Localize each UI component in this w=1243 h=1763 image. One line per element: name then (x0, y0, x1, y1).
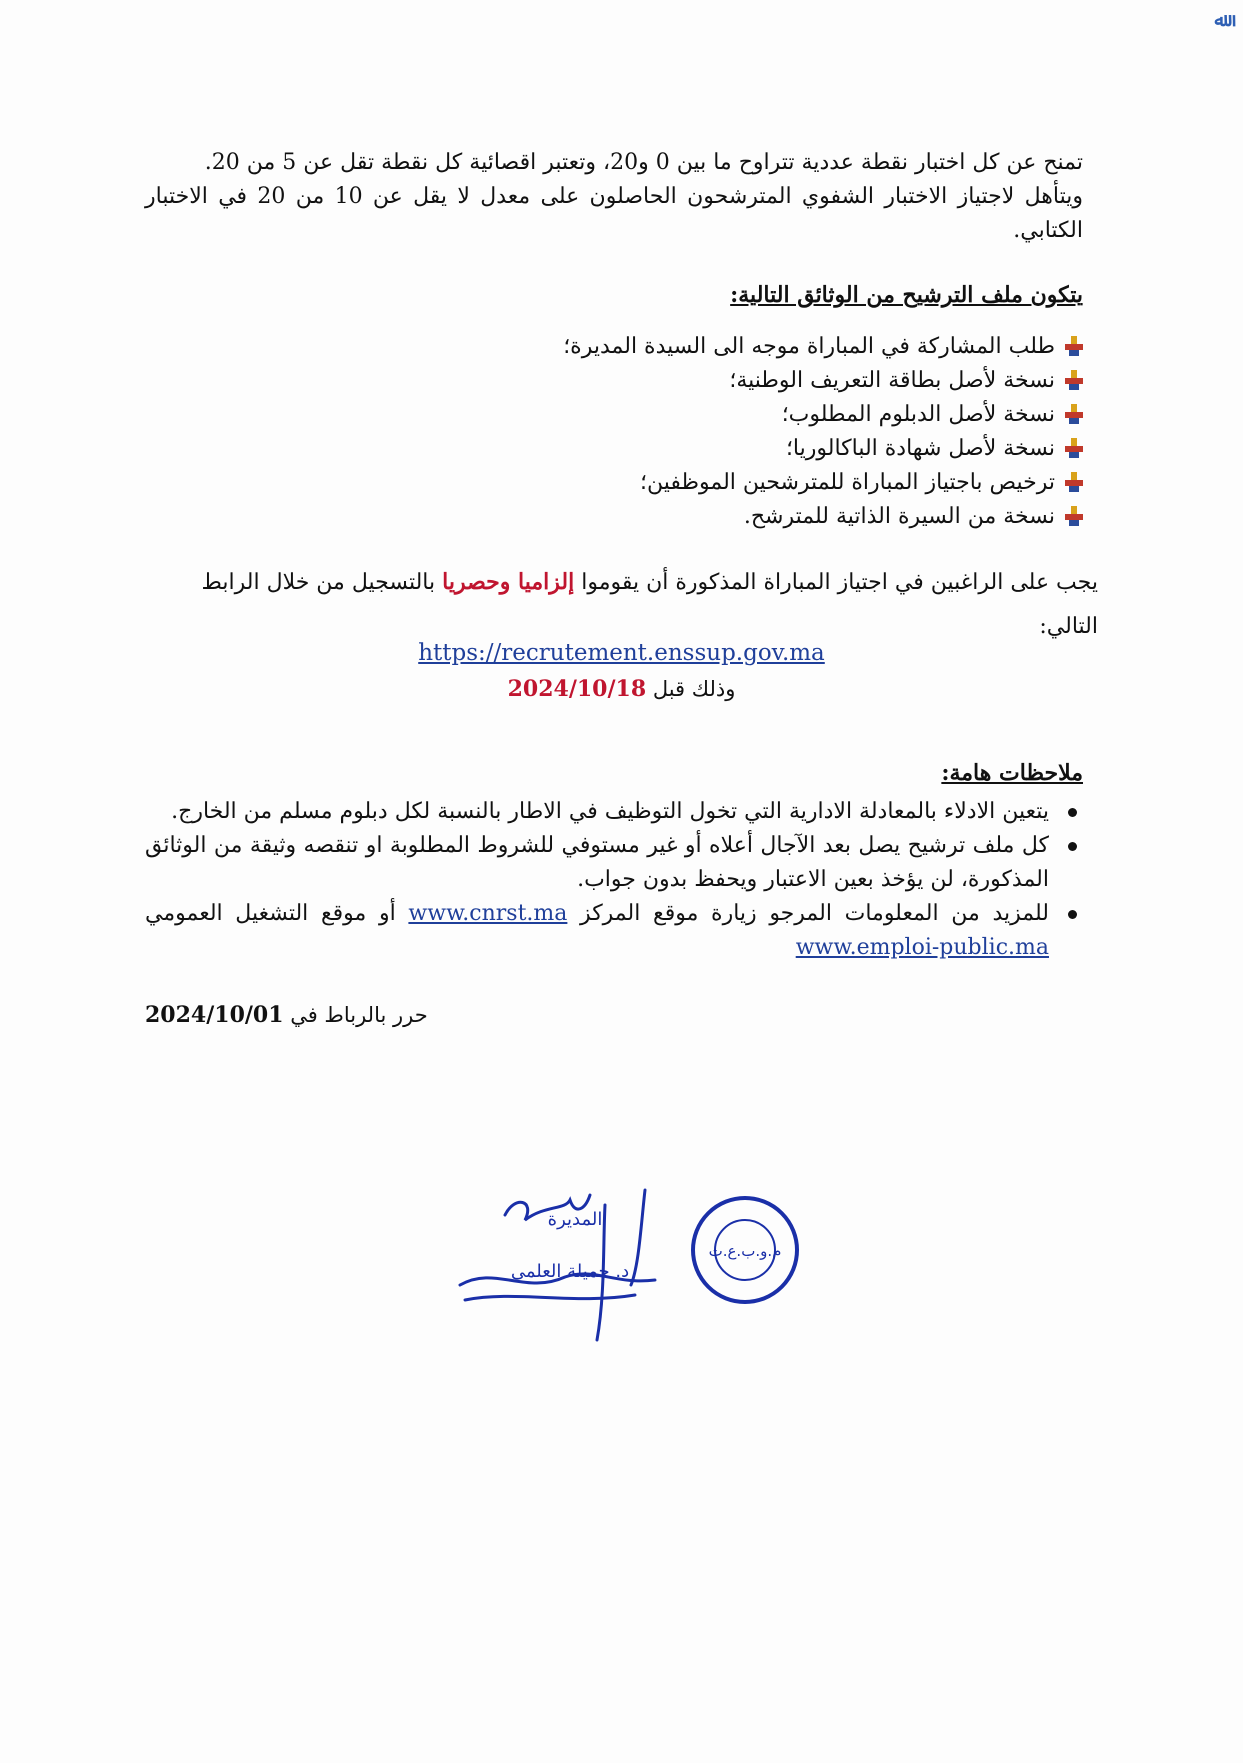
list-item (563, 398, 1083, 432)
bullet-dot-icon (1068, 842, 1077, 851)
signed-date: 2024/10/01 (145, 1002, 284, 1028)
official-stamp-icon (693, 1198, 797, 1302)
registration-text-before: يجب على الراغبين في اجتياز المباراة المذكورة أن يقوموا (574, 570, 1098, 595)
scores-line-2: ويتأهل لاجتياز الاختبار الشفوي المترشحون الحاصلون على معدل لا يقل عن 10 من 20 في الاختبار الكتابي. (145, 184, 1083, 243)
signature-and-stamp (455, 1185, 815, 1365)
arrow-bullet-icon (1065, 438, 1083, 460)
deadline-prefix: وذلك قبل (646, 677, 736, 701)
scores-paragraph (145, 146, 1083, 248)
signature-name: د. جميلة العلمي (510, 1261, 630, 1282)
document-item-text: نسخة من السيرة الذاتية للمترشح. (743, 504, 1055, 529)
signed-prefix: حرر بالرباط في (283, 1003, 428, 1027)
note-text-middle: أو موقع التشغيل العمومي (145, 901, 409, 926)
registration-text-after: بالتسجيل من خلال الرابط التالي: (201, 570, 1098, 639)
document-item-text: نسخة لأصل الدبلوم المطلوب؛ (781, 402, 1055, 427)
signature-title: المديرة (547, 1209, 603, 1230)
document-item-text: طلب المشاركة في المباراة موجه الى السيدة المديرة؛ (563, 334, 1055, 359)
documents-title: يتكون ملف الترشيح من الوثائق التالية: (730, 282, 1083, 308)
list-item (145, 829, 1083, 897)
note-text-prefix: للمزيد من المعلومات المرجو زيارة موقع المركز (567, 901, 1049, 926)
bullet-dot-icon (1068, 808, 1077, 817)
arrow-bullet-icon (1065, 404, 1083, 426)
deadline-date: 2024/10/18 (507, 676, 647, 702)
notes-list (145, 795, 1083, 965)
note-text: يتعين الادلاء بالمعادلة الادارية التي تخول التوظيف في الاطار بالنسبة لكل دبلوم مسلم من الخارج. (171, 799, 1049, 824)
document-item-text: نسخة لأصل شهادة الباكالوريا؛ (785, 436, 1055, 461)
registration-emphasis: إلزاميا وحصريا (442, 569, 575, 595)
list-item (145, 795, 1083, 829)
list-item (563, 330, 1083, 364)
list-item (563, 432, 1083, 466)
signed-line (145, 1002, 428, 1028)
documents-list (563, 330, 1083, 534)
note-text: كل ملف ترشيح يصل بعد الآجال أعلاه أو غير مستوفي للشروط المطلوبة او تنقصه وثيقة من الوثائق المذكورة، لن يؤخذ بعين الاعتبار ويحفظ بدون جواب. (145, 833, 1049, 892)
list-item (563, 500, 1083, 534)
arrow-bullet-icon (1065, 472, 1083, 494)
registration-paragraph (160, 560, 1098, 649)
arrow-bullet-icon (1065, 336, 1083, 358)
scores-line-1: تمنح عن كل اختبار نقطة عددية تتراوح ما بين 0 و20، وتعتبر اقصائية كل نقطة تقل عن 5 من 20. (204, 150, 1083, 175)
stamp-text: م.و.ب.ع.ت (708, 1242, 782, 1260)
cnrst-link[interactable]: www.cnrst.ma (408, 901, 568, 926)
emploi-public-link[interactable]: www.emploi-public.ma (795, 935, 1049, 960)
list-item (145, 897, 1083, 965)
document-item-text: ترخيص باجتياز المباراة للمترشحين الموظفين؛ (639, 470, 1055, 495)
recruitment-link[interactable]: https://recrutement.enssup.gov.ma (418, 640, 825, 666)
corner-mark: ﷲ (1214, 10, 1225, 31)
document-item-text: نسخة لأصل بطاقة التعريف الوطنية؛ (729, 368, 1055, 393)
list-item (563, 364, 1083, 398)
arrow-bullet-icon (1065, 506, 1083, 528)
notes-title: ملاحظات هامة: (941, 760, 1083, 786)
deadline-line (0, 676, 1243, 702)
list-item (563, 466, 1083, 500)
bullet-dot-icon (1068, 910, 1077, 919)
arrow-bullet-icon (1065, 370, 1083, 392)
